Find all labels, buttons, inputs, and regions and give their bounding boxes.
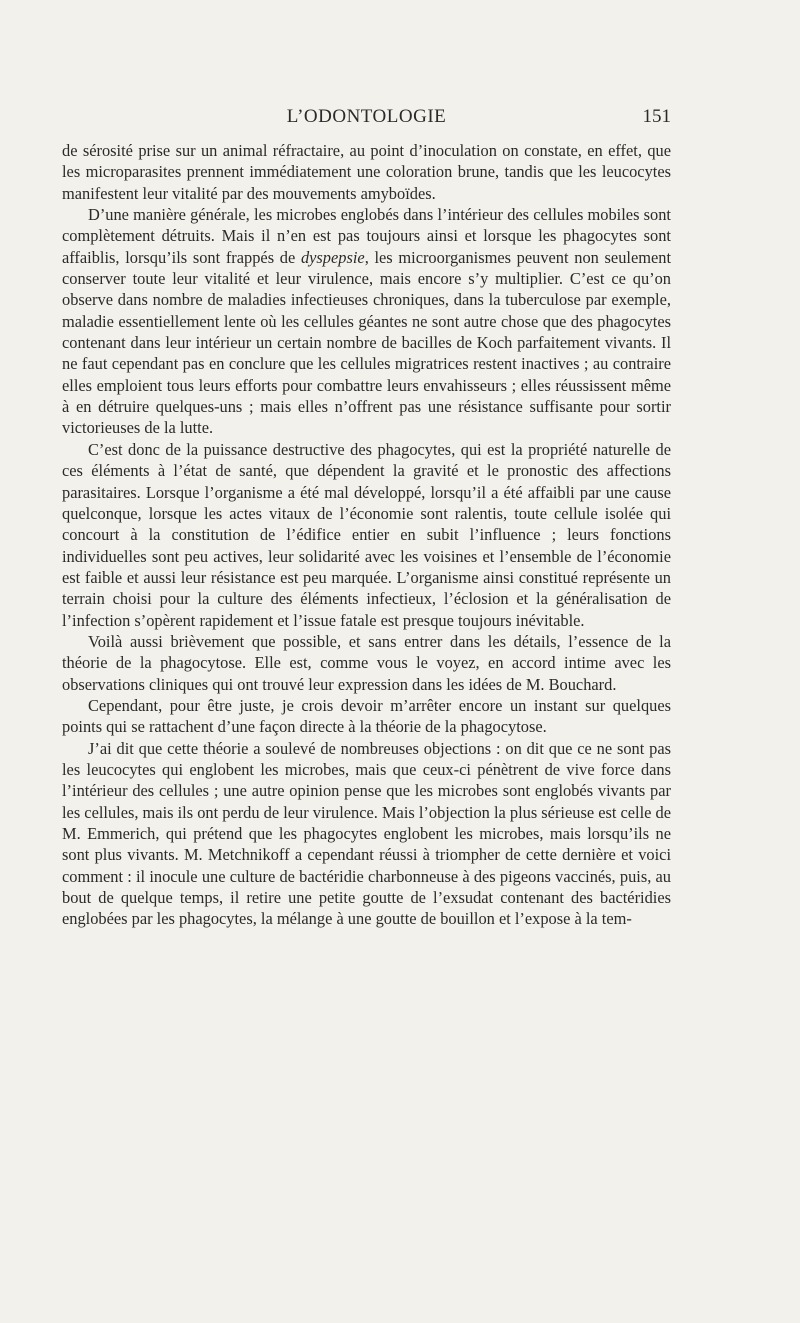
italic-term: dyspepsie <box>300 247 365 267</box>
paragraph-destructive-power: C’est donc de la puissance destructive des phagocytes, qui est la propriété naturelle de ces éléments à l’état de santé, que dépendent la gravité et le pronostic des affections parasitaires. Lorsque l’organisme a été mal développé, lorsqu’il a été affaibli par une cause quelconque, lorsque les actes vitaux de l’économie sont ralentis, toute cellule isolée qui concourt à la constitution de l’édifice entier en subit l’influence ; leurs fonctions individuelles sont peu actives, leur solidarité avec les voisines et l’ensemble de l’économie est faible et aussi leur résistance est peu marquée. L’organisme ainsi constitué représente un terrain choisi pour la culture des éléments infectieux, l’éclosion et la généralisation de l’infection s’opèrent rapidement et l’issue fatale est presque toujours inévitable. <box>62 439 671 630</box>
paragraph-text: , les microorganismes peuvent non seulement conserver toute leur vitalité et leur virulence, mais encore s’y multiplier. C’est ce qu’on observe dans nombre de maladies infectieuses chroniques, dans la tuberculose par exemple, maladie essentiellement lente où les cellules géantes ne sont autre chose que des phagocytes contenant dans leur intérieur un certain nombre de bacilles de Koch parfaitement vivants. Il ne faut cependant pas en conclure que les cellules migratrices restent inactives ; au contraire elles emploient tous leurs efforts pour combattre leurs envahisseurs ; elles réussissent même à en détruire quelques-uns ; mais elles n’offrent pas une résistance suffisante pour sortir victorieuses de la lutte. <box>62 247 671 438</box>
paragraph-summary: Voilà aussi brièvement que possible, et sans entrer dans les détails, l’essence de la théorie de la phagocytose. Elle est, comme vous le voyez, en accord intime avec les observations cliniques qui ont trouvé leur expression dans les idées de M. Bouchard. <box>62 631 671 694</box>
paragraph-microbes-destroyed <box>62 204 671 439</box>
running-head <box>62 104 671 134</box>
body-text <box>62 140 671 930</box>
page <box>62 104 671 930</box>
paragraph-continuation: de sérosité prise sur un animal réfractaire, au point d’inoculation on constate, en effet, que les microparasites prennent immédiatement une coloration brune, tandis que les leucocytes manifestent leur vitalité par des mouvements amyboïdes. <box>62 141 671 203</box>
paragraph-text: D’une manière générale, les microbes englobés dans l’intérieur des cellules mobiles sont complètement détruits. Mais il n’en est pas toujours ainsi et lorsque les phagocytes sont affaiblis, lorsqu’ils sont frappés de <box>62 205 671 267</box>
paragraph-cependant: Cependant, pour être juste, je crois devoir m’arrêter encore un instant sur quelques points qui se rattachent d’une façon directe à la théorie de la phagocytose. <box>62 695 671 737</box>
page-number: 151 <box>642 106 671 127</box>
paragraph-objections: J’ai dit que cette théorie a soulevé de nombreuses objections : on dit que ce ne sont pas les leucocytes qui englobent les microbes, mais que ceux-ci pénètrent de vive force dans l’intérieur des cellules ; une autre opinion pense que les microbes sont englobés vivants par les cellules, mais ils ont perdu de leur virulence. Mais l’objection la plus sérieuse est celle de M. Emmerich, qui prétend que les phagocytes englobent les microbes, mais lorsqu’ils ne sont plus vivants. M. Metchnikoff a cependant réussi à triompher de cette dernière et voici comment : il inocule une culture de bactéridie charbonneuse à des pigeons vaccinés, puis, au bout de quelque temps, il retire une petite goutte de l’exsudat contenant des bactéridies englobées par les phagocytes, la mélange à une goutte de bouillon et l’expose à la tem- <box>62 738 671 929</box>
running-title: L’ODONTOLOGIE <box>286 106 447 127</box>
